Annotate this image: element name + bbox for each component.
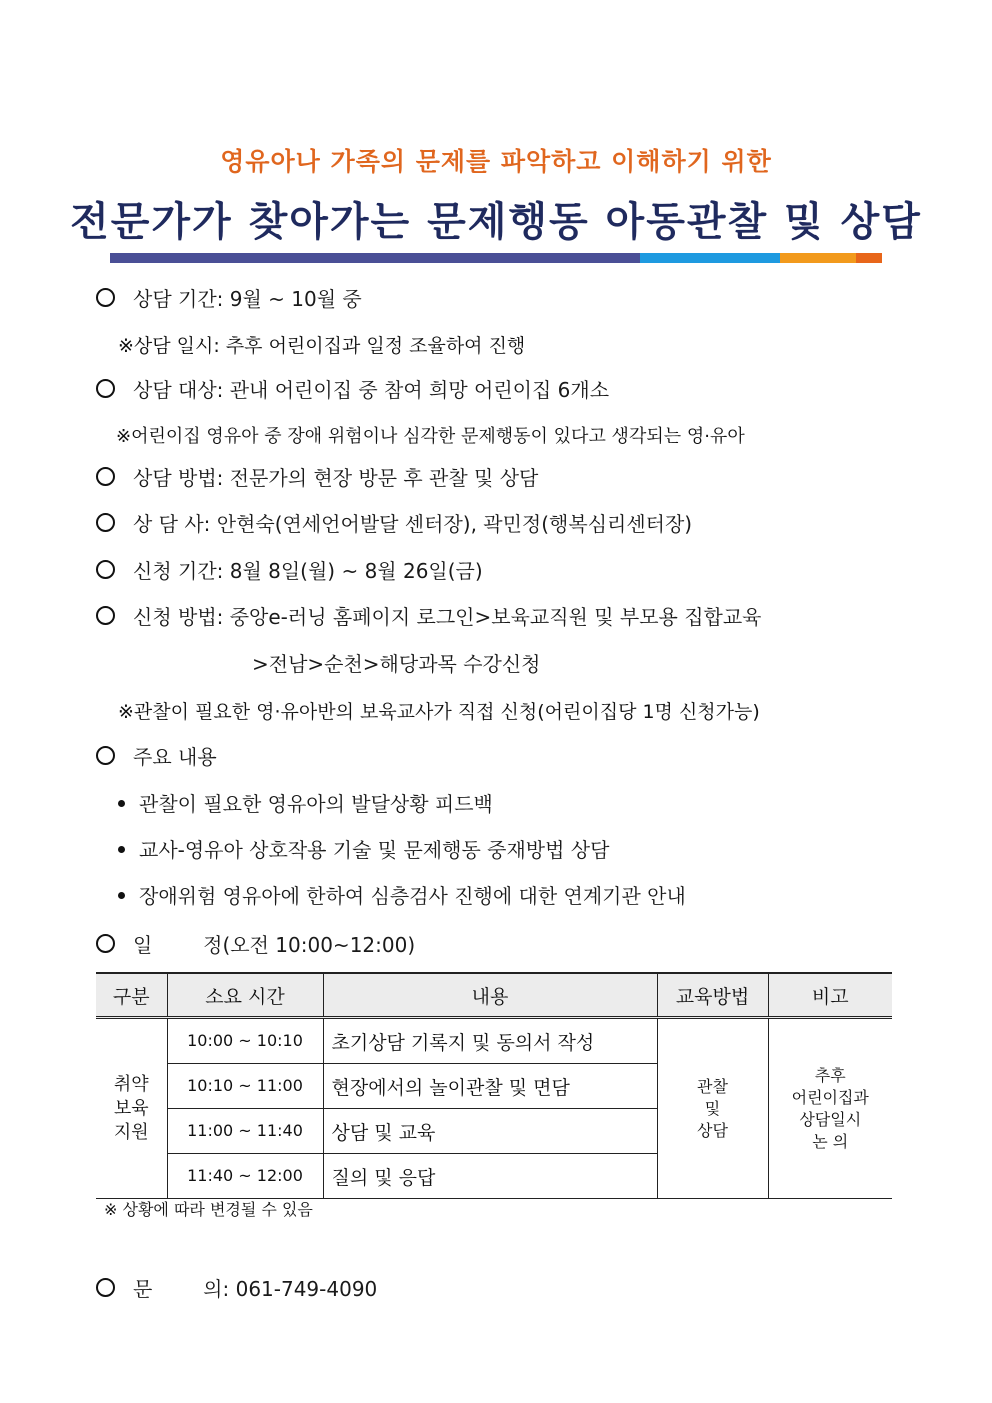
circle-bullet-icon <box>96 288 115 307</box>
table-header-row <box>96 973 892 1018</box>
content-cell: 상담 및 교육 <box>323 1109 657 1154</box>
time-cell: 10:10 ~ 11:00 <box>167 1064 323 1109</box>
time-cell: 11:00 ~ 11:40 <box>167 1109 323 1154</box>
bullet-text: 장애위험 영유아에 한하여 심층검사 진행에 대한 연계기관 안내 <box>139 884 686 908</box>
bar-segment-yellow <box>780 253 856 263</box>
bar-segment-blue <box>640 253 780 263</box>
bullet-item <box>118 880 686 909</box>
table-header: 소요 시간 <box>167 973 323 1018</box>
dot-bullet-icon <box>118 892 125 899</box>
bullet-text: 교사-영유아 상호작용 기술 및 문제행동 중재방법 상담 <box>139 838 610 862</box>
time-cell: 10:00 ~ 10:10 <box>167 1018 323 1064</box>
group-cell: 취약 보육 지원 <box>96 1018 167 1199</box>
bar-segment-navy <box>110 253 640 263</box>
dot-bullet-icon <box>118 846 125 853</box>
item-counselors-text: 상 담 사: 안현숙(연세언어발달 센터장), 곽민정(행복심리센터장) <box>133 512 693 536</box>
dot-bullet-icon <box>118 800 125 807</box>
period-note: ※상담 일시: 추후 어린이집과 일정 조율하여 진행 <box>118 335 526 357</box>
item-contact-text: 문 의: 061-749-4090 <box>133 1277 378 1301</box>
content-cell: 현장에서의 놀이관찰 및 면담 <box>323 1064 657 1109</box>
bullet-item <box>118 834 609 863</box>
item-schedule-text: 일 정(오전 10:00~12:00) <box>133 933 416 957</box>
item-method <box>96 462 538 491</box>
content-cell: 질의 및 응답 <box>323 1154 657 1199</box>
circle-bullet-icon <box>96 1278 115 1297</box>
item-period-text: 상담 기간: 9월 ~ 10월 중 <box>133 287 362 311</box>
item-target-text: 상담 대상: 관내 어린이집 중 참여 희망 어린이집 6개소 <box>133 378 610 402</box>
item-apply-method <box>96 601 761 630</box>
apply-note: ※관찰이 필요한 영·유아반의 보육교사가 직접 신청(어린이집당 1명 신청가능) <box>118 701 760 723</box>
item-main-content <box>96 741 217 770</box>
bar-segment-orange <box>856 253 882 263</box>
table-header: 교육방법 <box>657 973 768 1018</box>
item-counselors <box>96 508 692 537</box>
table-header: 구분 <box>96 973 167 1018</box>
circle-bullet-icon <box>96 513 115 532</box>
circle-bullet-icon <box>96 467 115 486</box>
schedule-table <box>96 972 892 1199</box>
circle-bullet-icon <box>96 934 115 953</box>
circle-bullet-icon <box>96 379 115 398</box>
method-cell: 관찰 및 상담 <box>657 1018 768 1199</box>
bullet-item <box>118 788 493 817</box>
circle-bullet-icon <box>96 746 115 765</box>
schedule-note: ※ 상황에 따라 변경될 수 있음 <box>104 1200 313 1219</box>
table-header: 내용 <box>323 973 657 1018</box>
item-main-content-text: 주요 내용 <box>133 745 217 769</box>
item-apply-period <box>96 555 483 584</box>
circle-bullet-icon <box>96 560 115 579</box>
item-target <box>96 374 609 403</box>
item-apply-method-text: 신청 방법: 중앙e-러닝 홈페이지 로그인>보육교직원 및 부모용 집합교육 <box>133 605 762 629</box>
title-underline-bar <box>110 253 882 263</box>
item-schedule <box>96 929 415 958</box>
remark-cell: 추후 어린이집과 상담일시 논 의 <box>768 1018 892 1199</box>
item-contact <box>96 1273 377 1302</box>
subtitle: 영유아나 가족의 문제를 파악하고 이해하기 위한 <box>220 147 772 176</box>
target-note: ※어린이집 영유아 중 장애 위험이나 심각한 문제행동이 있다고 생각되는 영·유아 <box>116 426 745 447</box>
content-cell: 초기상담 기록지 및 동의서 작성 <box>323 1018 657 1064</box>
bullet-text: 관찰이 필요한 영유아의 발달상황 피드백 <box>139 792 493 816</box>
item-period <box>96 283 362 312</box>
table-row <box>96 1018 892 1064</box>
item-method-text: 상담 방법: 전문가의 현장 방문 후 관찰 및 상담 <box>133 466 539 490</box>
time-cell: 11:40 ~ 12:00 <box>167 1154 323 1199</box>
item-apply-period-text: 신청 기간: 8월 8일(월) ~ 8월 26일(금) <box>133 559 483 583</box>
table-header: 비고 <box>768 973 892 1018</box>
circle-bullet-icon <box>96 606 115 625</box>
apply-method-continued: >전남>순천>해당과목 수강신청 <box>252 652 541 676</box>
page-title: 전문가가 찾아가는 문제행동 아동관찰 및 상담 <box>70 199 922 245</box>
